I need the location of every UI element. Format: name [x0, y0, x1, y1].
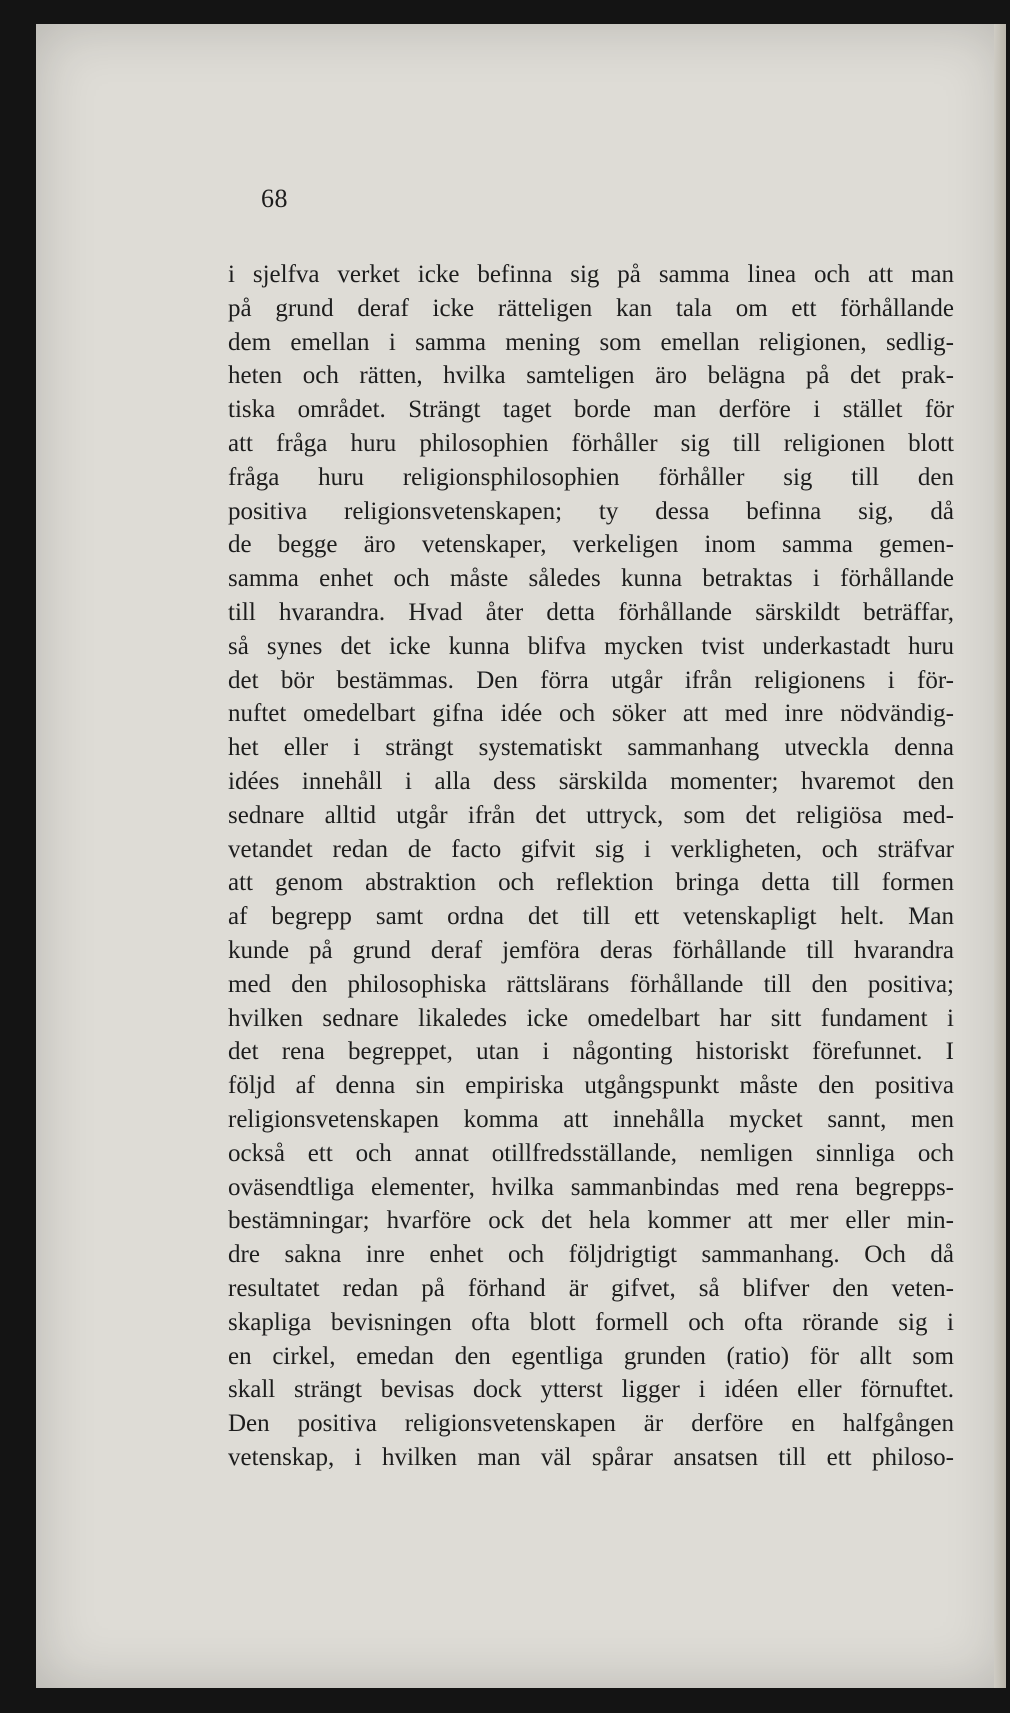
text-line: fråga huru religionsphilosophien förhåller sig till den: [228, 463, 954, 491]
body-text: [228, 258, 954, 1475]
text-line: med den philosophiska rättslärans förhållande till den positiva;: [228, 970, 954, 998]
text-line: skapliga bevisningen ofta blott formell och ofta rörande sig i: [228, 1308, 954, 1336]
text-line: samma enhet och måste således kunna betraktas i förhållande: [228, 565, 954, 593]
text-line: kunde på grund deraf jemföra deras förhållande till hvarandra: [228, 936, 954, 964]
text-line: positiva religionsvetenskapen; ty dessa befinna sig, då: [228, 497, 954, 525]
text-line: så synes det icke kunna blifva mycken tvist underkastadt huru: [228, 632, 954, 660]
page-number: 68: [261, 184, 288, 213]
text-line: resultatet redan på förhand är gifvet, så blifver den veten-: [228, 1274, 954, 1302]
text-line: till hvarandra. Hvad åter detta förhållande särskildt beträffar,: [228, 598, 954, 626]
text-line: följd af denna sin empiriska utgångspunkt måste den positiva: [228, 1072, 954, 1100]
text-line: att fråga huru philosophien förhåller sig till religionen blott: [228, 429, 954, 457]
text-line: dem emellan i samma mening som emellan religionen, sedlig-: [228, 328, 954, 356]
text-line: hvilken sednare likaledes icke omedelbart har sitt fundament i: [228, 1004, 954, 1032]
text-line: de begge äro vetenskaper, verkeligen inom samma gemen-: [228, 531, 954, 559]
text-line: het eller i strängt systematiskt sammanhang utveckla denna: [228, 734, 954, 762]
text-line: idées innehåll i alla dess särskilda momenter; hvaremot den: [228, 767, 954, 795]
text-line: oväsendtliga elementer, hvilka sammanbindas med rena begrepps-: [228, 1173, 954, 1201]
text-line: nuftet omedelbart gifna idée och söker att med inre nödvändig-: [228, 700, 954, 728]
book-page: [36, 24, 1006, 1688]
text-line: religionsvetenskapen komma att innehålla mycket sannt, men: [228, 1105, 954, 1133]
text-line: sednare alltid utgår ifrån det uttryck, som det religiösa med-: [228, 801, 954, 829]
text-line: på grund deraf icke rätteligen kan tala om ett förhållande: [228, 294, 954, 322]
text-line: det rena begreppet, utan i någonting historiskt förefunnet. I: [228, 1038, 954, 1066]
text-line: tiska området. Strängt taget borde man derföre i stället för: [228, 396, 954, 424]
text-line: en cirkel, emedan den egentliga grunden (ratio) för allt som: [228, 1342, 954, 1370]
text-line: Den positiva religionsvetenskapen är derföre en halfgången: [228, 1410, 954, 1438]
text-line: heten och rätten, hvilka samteligen äro belägna på det prak-: [228, 362, 954, 390]
text-line: af begrepp samt ordna det till ett vetenskapligt helt. Man: [228, 903, 954, 931]
text-line: att genom abstraktion och reflektion bringa detta till formen: [228, 869, 954, 897]
text-line: det bör bestämmas. Den förra utgår ifrån religionens i för-: [228, 666, 954, 694]
text-line: också ett och annat otillfredsställande, nemligen sinnliga och: [228, 1139, 954, 1167]
text-line: skall strängt bevisas dock ytterst ligger i idéen eller förnuftet.: [228, 1376, 954, 1404]
page-edge: [994, 24, 1006, 1688]
text-line: i sjelfva verket icke befinna sig på samma linea och att man: [228, 261, 954, 288]
text-line: bestämningar; hvarföre ock det hela kommer att mer eller min-: [228, 1207, 954, 1235]
text-line: dre sakna inre enhet och följdrigtigt sammanhang. Och då: [228, 1241, 954, 1269]
text-line: vetenskap, i hvilken man väl spårar ansatsen till ett philoso-: [228, 1443, 954, 1471]
text-line: vetandet redan de facto gifvit sig i verkligheten, och sträfvar: [228, 835, 954, 863]
